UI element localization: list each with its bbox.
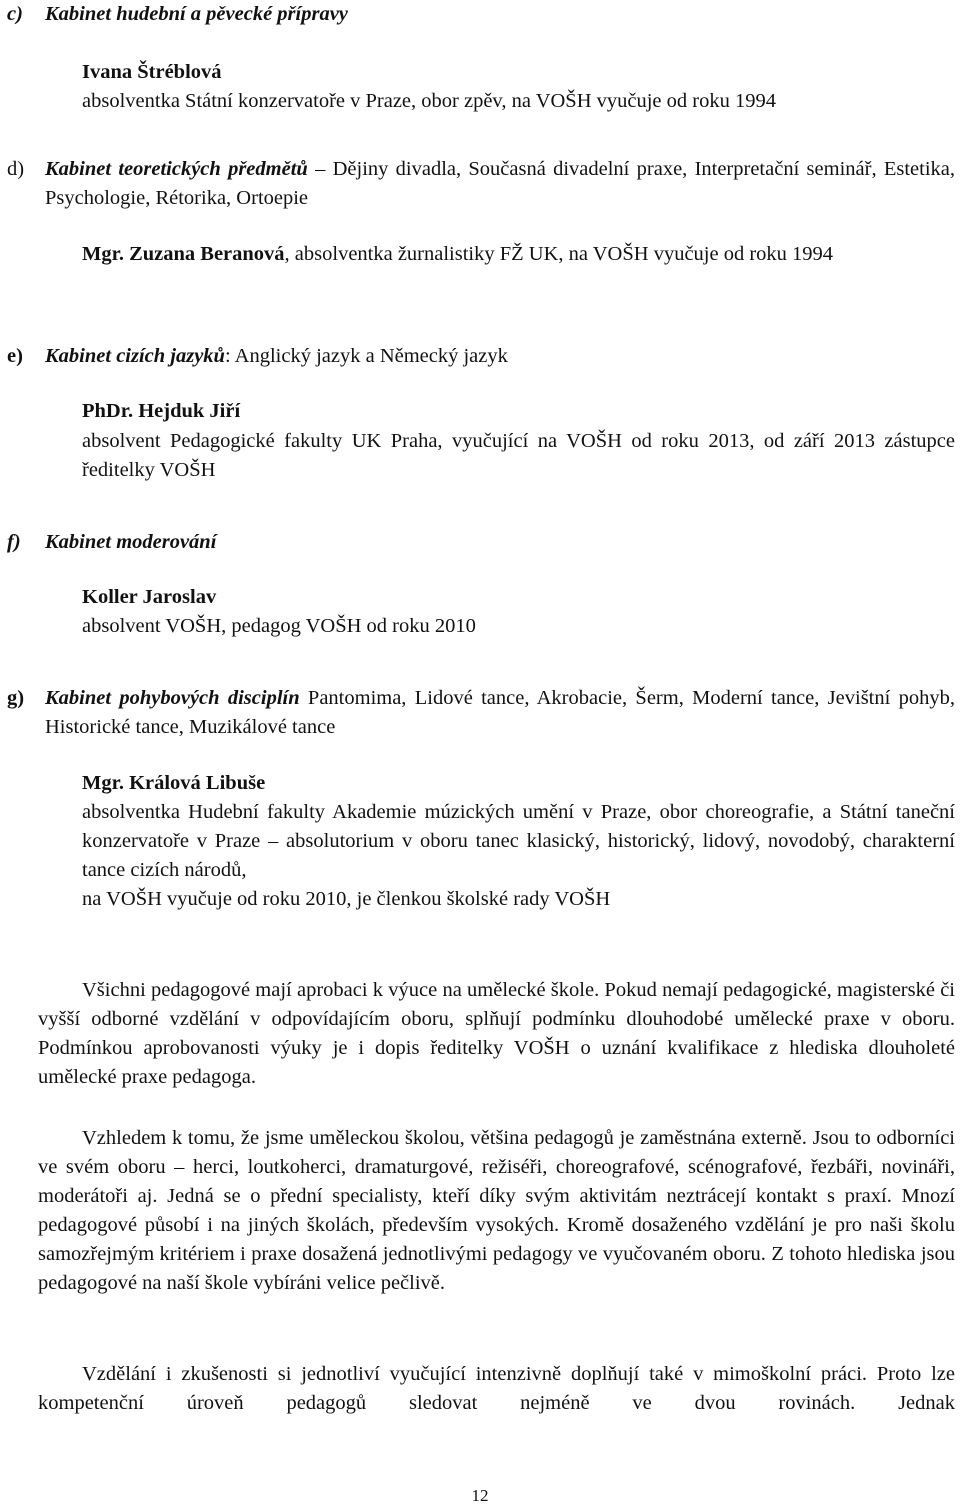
cabinet-title: Kabinet pohybových disciplín (45, 687, 300, 709)
paragraph-external-teachers: Vzhledem k tomu, že jsme uměleckou školou, většina pedagogů je zaměstnána externě. Jsou to odborníci ve svém oboru – herci, loutkoherci, dramaturgové, režiséři, choreografové, scénografové, řezbáři, novináři, moderátoři aj. Jedná se o přední specialisty, kteří díky svým aktivitám neztrácejí kontakt s praxí. Mnozí pedagogové působí i na jiných školách, především vysokých. Kromě dosaženého vzdělání je pro naši školu samozřejmým kritériem i praxe dosažená jednotlivými pedagogy ve vyučovaném oboru. Z tohoto hlediska jsou pedagogové na naší škole vybíráni velice pečlivě. (38, 1127, 955, 1294)
section-f-heading (7, 528, 216, 557)
cabinet-title: Kabinet cizích jazyků (45, 345, 225, 367)
paragraph-competence: Vzdělání i zkušenosti si jednotliví vyučující intenzivně doplňují také v mimoškolní práci. Proto lze kompetenční úroveň pedagogů sledovat nejméně ve dvou rovinách. Jednak (38, 1363, 955, 1414)
section-marker: g) (7, 687, 25, 709)
teacher-name: Koller Jaroslav (82, 586, 217, 608)
section-e-heading (45, 342, 508, 371)
section-g-heading (45, 684, 955, 742)
section-marker: c) (7, 3, 23, 25)
teacher-description: absolventka Hudební fakulty Akademie múzických umění v Praze, obor choreografie, a Státní taneční konzervatoře v Praze – absolutorium v oboru tanec klasický, historický, lidový, novodobý, charakterní tance cizích národů, (82, 801, 955, 881)
cabinet-title: Kabinet teoretických předmětů (45, 158, 308, 180)
teacher-name: Mgr. Králová Libuše (82, 772, 266, 794)
section-marker: e) (7, 345, 23, 367)
teacher-description: absolvent VOŠH, pedagog VOŠH od roku 2010 (82, 615, 476, 637)
cabinet-title: Kabinet hudební a pěvecké přípravy (45, 3, 348, 25)
teacher-name: Mgr. Zuzana Beranová (82, 243, 285, 265)
paragraph-qualification: Všichni pedagogové mají aprobaci k výuce na umělecké škole. Pokud nemají pedagogické, magisterské či vyšší odborné vzdělání v odpovídajícím oboru, splňují podmínku dlouhodobé umělecké praxe v oboru. Podmínkou aprobovanosti výuky je i dopis ředitelky VOŠH o uznání kvalifikace z hlediska dlouholeté umělecké praxe pedagoga. (38, 979, 955, 1088)
teacher-entry (82, 240, 955, 269)
teacher-description-continued: na VOŠH vyučuje od roku 2010, je členkou školské rady VOŠH (82, 888, 611, 910)
section-d-heading (45, 155, 955, 213)
section-marker: d) (7, 158, 25, 180)
cabinet-subjects: – Dějiny divadla, Současná divadelní praxe, Interpretační seminář, Estetika, Psychologie, Rétorika, Ortoepie (45, 158, 955, 209)
page-number: 12 (471, 1486, 489, 1505)
teacher-name: PhDr. Hejduk Jiří (82, 400, 241, 422)
section-marker: f) (7, 531, 21, 553)
cabinet-title: Kabinet moderování (45, 531, 217, 553)
teacher-name: Ivana Štréblová (82, 61, 222, 83)
teacher-description: , absolventka žurnalistiky FŽ UK, na VOŠH vyučuje od roku 1994 (284, 243, 834, 265)
cabinet-subjects: Pantomima, Lidové tance, Akrobacie, Šerm, Moderní tance, Jevištní pohyb, Historické tance, Muzikálové tance (45, 687, 955, 738)
section-c-heading (7, 0, 348, 29)
cabinet-subjects: : Anglický jazyk a Německý jazyk (224, 345, 508, 367)
teacher-description: absolventka Státní konzervatoře v Praze, obor zpěv, na VOŠH vyučuje od roku 1994 (82, 90, 776, 112)
teacher-description: absolvent Pedagogické fakulty UK Praha, vyučující na VOŠH od roku 2013, od září 2013 zástupce ředitelky VOŠH (82, 430, 955, 481)
